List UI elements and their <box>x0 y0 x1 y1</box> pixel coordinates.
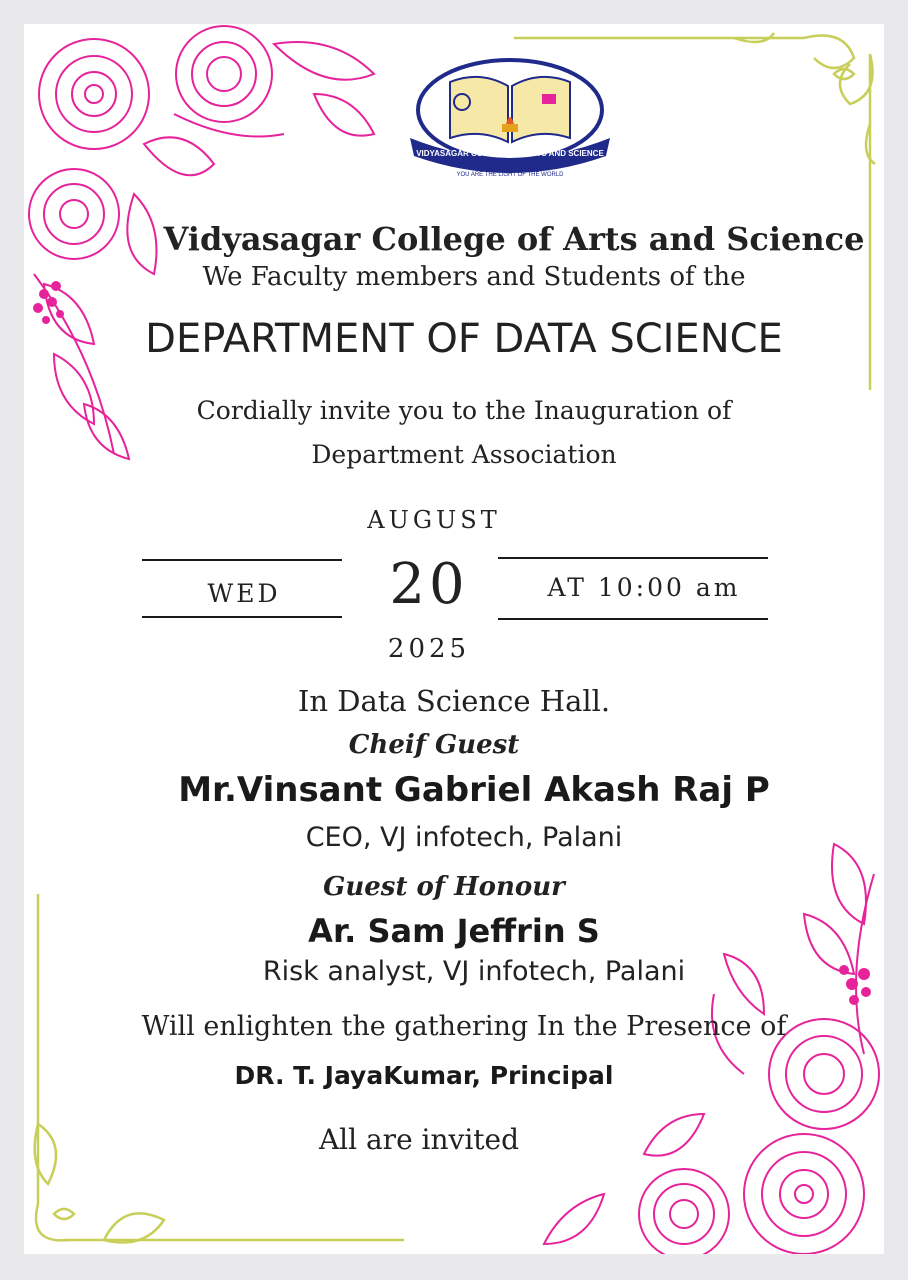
closing-line: All are invited <box>318 1123 520 1156</box>
date-divider-right-top <box>498 557 768 559</box>
event-weekday: WED <box>207 579 281 608</box>
presence-line: Will enlighten the gathering In the Presence of <box>141 1011 787 1042</box>
invite-line-1: Cordially invite you to the Inauguration of <box>196 396 732 425</box>
event-month: AUGUST <box>367 506 501 534</box>
intro-line: We Faculty members and Students of the <box>202 262 746 292</box>
venue: In Data Science Hall. <box>297 684 611 718</box>
date-divider-left-bottom <box>142 616 342 618</box>
college-name: Vidyasagar College of Arts and Science <box>163 220 865 258</box>
event-day: 20 <box>389 552 469 617</box>
logo-motto-text: YOU ARE THE LIGHT OF THE WORLD <box>456 172 564 178</box>
chief-guest-name: Mr.Vinsant Gabriel Akash Raj P <box>178 770 770 810</box>
guest-of-honour-caption: Guest of Honour <box>323 872 565 902</box>
chief-guest-caption: Cheif Guest <box>348 730 520 760</box>
event-time: AT 10:00 am <box>547 573 741 602</box>
guest-of-honour-name: Ar. Sam Jeffrin S <box>308 912 600 950</box>
principal-name: DR. T. JayaKumar, Principal <box>234 1061 614 1090</box>
date-divider-right-bottom <box>498 618 768 620</box>
invite-line-2: Department Association <box>311 440 617 469</box>
logo-banner-text: VIDYASAGAR COLLEGE OF ARTS AND SCIENCE <box>416 149 604 158</box>
date-divider-left-top <box>142 559 342 561</box>
event-year: 2025 <box>387 634 471 664</box>
chief-guest-designation: CEO, VJ infotech, Palani <box>305 822 623 853</box>
college-logo <box>400 52 620 182</box>
invitation-card <box>24 24 884 1254</box>
department-title: DEPARTMENT OF DATA SCIENCE <box>145 316 783 362</box>
guest-of-honour-designation: Risk analyst, VJ infotech, Palani <box>262 956 686 987</box>
